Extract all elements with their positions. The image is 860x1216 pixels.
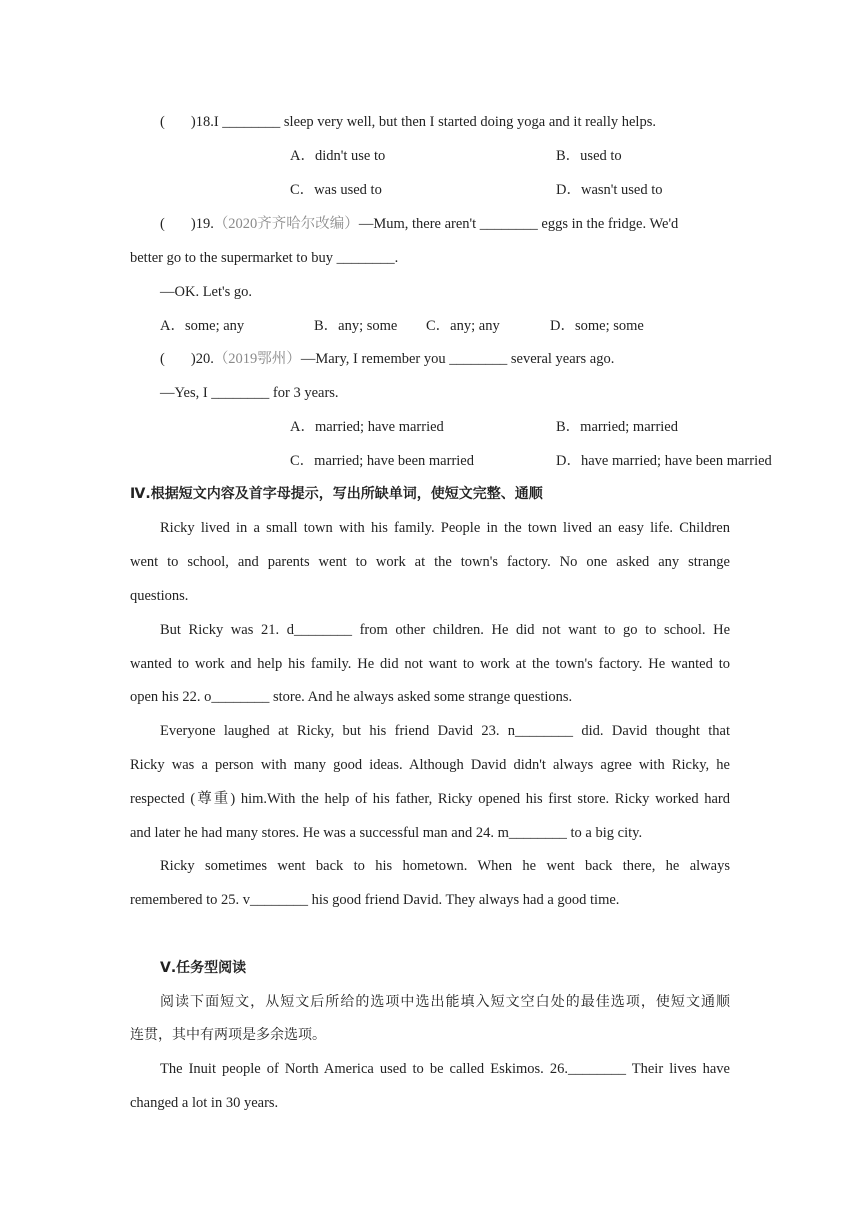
passage-line: went to school, and parents went to work at the town's factory. No one asked any strange [130,554,730,570]
passage-line: changed a lot in 30 years. [130,1095,279,1111]
section-5-instruction: 阅读下面短文，从短文后所给的选项中选出能填入短文空白处的最佳选项，使短文通顺 [160,994,730,1010]
passage-line: Ricky lived in a small town with his family. People in the town lived an easy life. Children [160,520,730,536]
section-5-heading: Ⅴ.任务型阅读 [160,960,247,976]
passage-line-blank-26: The Inuit people of North America used to be called Eskimos. 26.________ Their lives have [160,1061,730,1077]
passage-line: Ricky sometimes went back to his hometown. When he went back there, he always [160,858,730,874]
option-a: A．some; any [160,318,245,334]
answer-paren-close: ) [190,351,196,367]
option-d: D．some; some [550,318,644,334]
option-d: D．wasn't used to [556,182,663,198]
question-number: 20. [195,351,214,367]
passage-line: wanted to work and help his family. He did not want to work at the town's factory. He wanted to [130,656,730,672]
option-c: C．married; have been married [290,453,474,469]
option-a: A．didn't use to [290,148,386,164]
question-20-stem [160,349,730,369]
option-b: B．used to [556,148,622,164]
section-4-heading: Ⅳ.根据短文内容及首字母提示，写出所缺单词，使短文完整、通顺 [130,486,543,502]
question-19-stem [160,214,730,234]
question-number: 19. [195,216,214,232]
option-b: B．married; married [556,419,678,435]
passage-line-blank-21: But Ricky was 21. d________ from other children. He did not want to go to school. He [160,622,730,638]
question-source: （2020齐齐哈尔改编） [213,216,359,232]
answer-paren-close: ) [190,114,196,130]
option-d: D．have married; have been married [556,453,772,469]
option-a: A．married; have married [290,419,444,435]
question-19-stem-line2: better go to the supermarket to buy ________. [130,250,399,266]
passage-line: respected (尊重) him.With the help of his father, Ricky opened his first store. Ricky worked hard [130,791,730,807]
passage-line-blank-23: Everyone laughed at Ricky, but his friend David 23. n________ did. David thought that [160,723,730,739]
option-c: C．any; any [426,318,500,334]
question-20-reply: —Yes, I ________ for 3 years. [160,385,339,401]
section-5-instruction-line2: 连贯，其中有两项是多余选项。 [130,1027,326,1043]
question-text: 18.I ________ sleep very well, but then I started doing yoga and it really helps. [195,114,656,130]
question-source: （2019鄂州） [213,351,301,367]
question-text: —Mary, I remember you ________ several years ago. [300,351,615,367]
passage-line-blank-25: remembered to 25. v________ his good friend David. They always had a good time. [130,892,620,908]
passage-line-blank-24: and later he had many stores. He was a successful man and 24. m________ to a big city. [130,825,643,841]
option-c: C．was used to [290,182,382,198]
question-18-stem [160,112,730,132]
option-b: B．any; some [314,318,398,334]
passage-line: Ricky was a person with many good ideas. Although David didn't always agree with Ricky, he [130,757,730,773]
question-text: —Mum, there aren't ________ eggs in the fridge. We'd [358,216,679,232]
answer-paren-open: ( [160,351,165,367]
answer-paren-close: ) [190,216,196,232]
question-19-reply: —OK. Let's go. [160,284,253,300]
passage-line: questions. [130,588,189,604]
answer-paren-open: ( [160,216,165,232]
answer-paren-open: ( [160,114,165,130]
passage-line-blank-22: open his 22. o________ store. And he always asked some strange questions. [130,689,573,705]
